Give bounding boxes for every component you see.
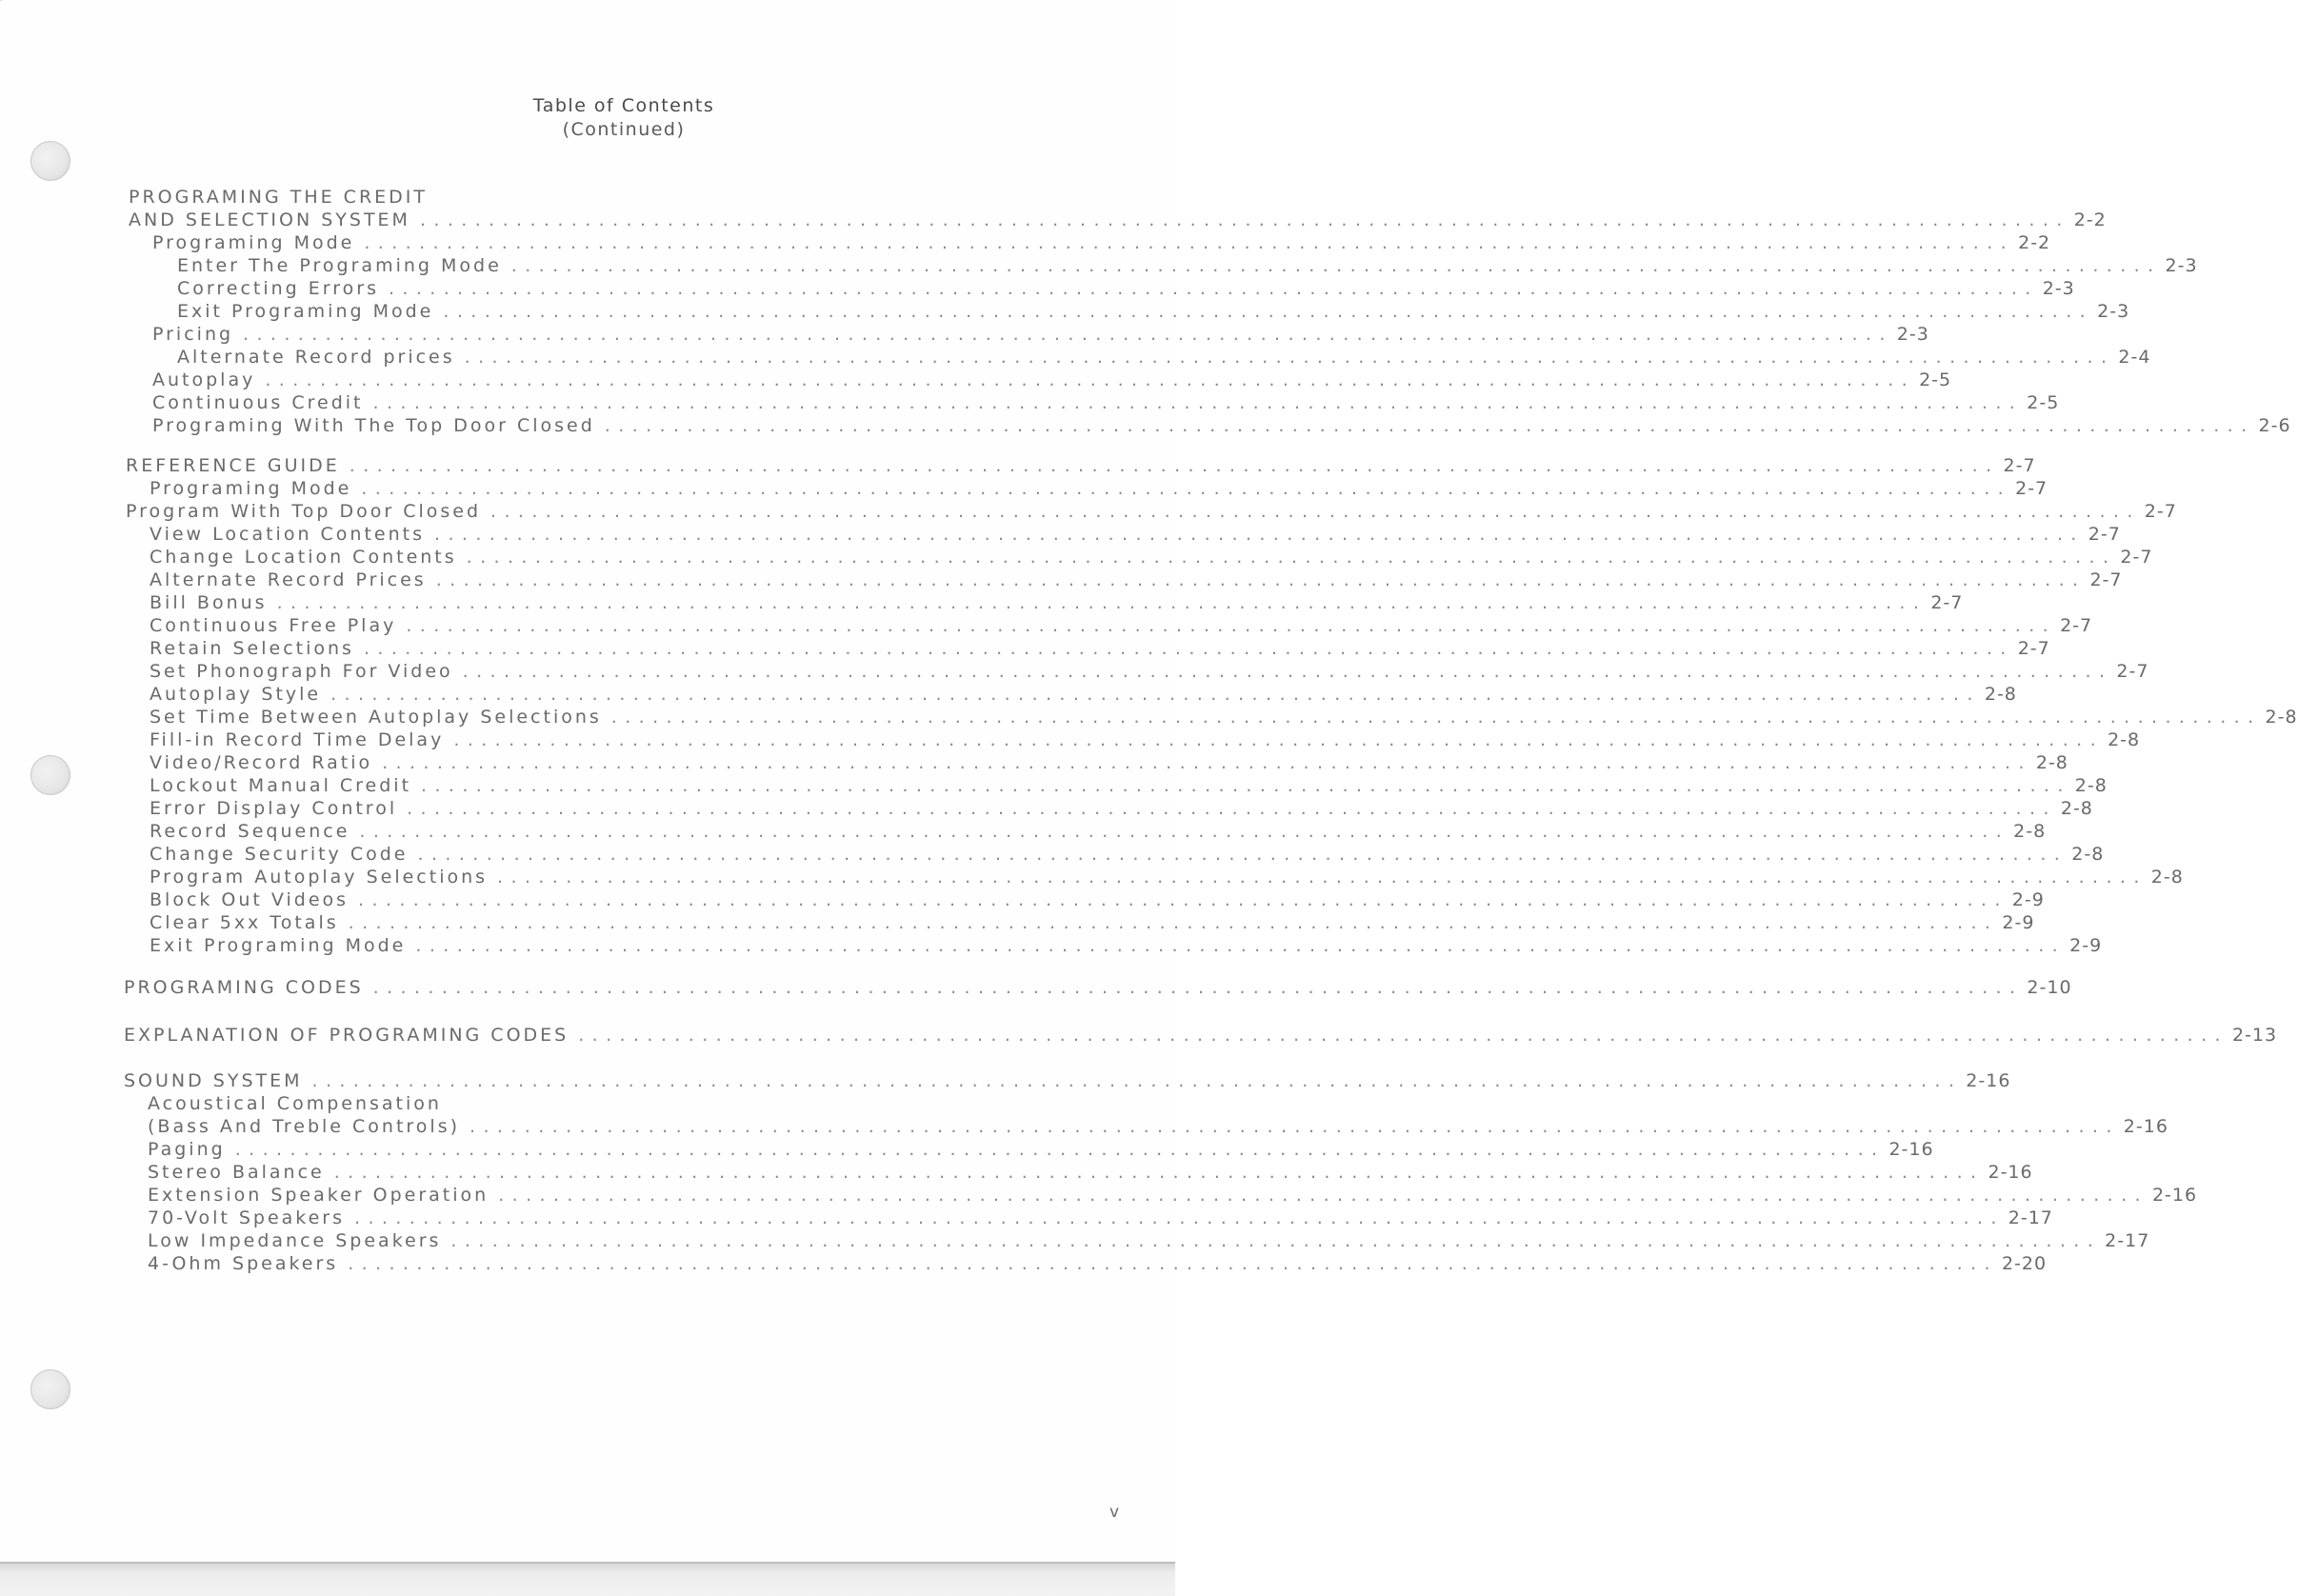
toc-entry-label: Programing Mode	[150, 478, 352, 499]
toc-entry	[129, 187, 1126, 209]
toc-entry	[152, 324, 1929, 347]
toc-entry	[150, 821, 2047, 844]
toc-entry	[150, 638, 2050, 661]
toc-entry-label: Fill-in Record Time Delay	[150, 729, 445, 750]
toc-entry-label: Correcting Errors	[177, 278, 379, 299]
page-number: v	[1109, 1503, 1120, 1522]
toc-entry	[150, 752, 2068, 775]
toc-entry-label: PROGRAMING CODES	[124, 977, 364, 998]
toc-entry	[124, 1025, 2278, 1047]
toc-entry	[150, 684, 2017, 707]
toc-entry-page: 2-7	[2144, 501, 2177, 522]
toc-dot-leader: ........................................................................................................................	[464, 347, 2115, 368]
toc-entry-page: 2-4	[2118, 347, 2151, 368]
toc-entry	[177, 347, 2151, 369]
toc-dot-leader: ........................................................................................................................	[364, 232, 2015, 253]
toc-entry-page: 2-3	[2097, 301, 2130, 322]
toc-entry-label: Stereo Balance	[148, 1162, 325, 1183]
toc-entry-page: 2-16	[2123, 1116, 2168, 1137]
toc-dot-leader: ........................................................................................................................	[354, 1207, 2005, 1228]
toc-dot-leader: ........................................................................................................................	[372, 392, 2024, 413]
toc-entry-page: 2-9	[2002, 912, 2035, 933]
toc-entry-page: 2-7	[2015, 478, 2048, 499]
toc-entry	[126, 501, 2177, 524]
toc-entry	[148, 1253, 2048, 1276]
toc-entry-label: Record Sequence	[150, 821, 350, 842]
toc-dot-leader: ........................................................................................................................	[610, 707, 2262, 728]
toc-entry-page: 2-8	[2071, 844, 2105, 865]
toc-entry-label: PROGRAMING THE CREDIT	[129, 187, 428, 208]
toc-entry-label: Alternate Record prices	[177, 347, 455, 368]
toc-dot-leader: ........................................................................................................................	[497, 867, 2148, 888]
toc-dot-leader: ........................................................................................................................	[490, 501, 2141, 522]
toc-dot-leader: ........................................................................................................................	[243, 324, 1893, 345]
toc-dot-leader: ........................................................................................................................	[363, 638, 2014, 659]
toc-entry	[177, 301, 2130, 324]
toc-entry-label: EXPLANATION OF PROGRAMING CODES	[124, 1025, 570, 1046]
toc-entry-page: 2-16	[2151, 1185, 2198, 1206]
toc-entry-page: 2-7	[2017, 638, 2050, 659]
toc-entry-page: 2-8	[2035, 752, 2068, 773]
toc-entry	[148, 1139, 1934, 1162]
corner-mark	[0, 0, 23, 9]
toc-entry	[150, 912, 2035, 935]
toc-dot-leader: ........................................................................................................................	[361, 478, 2012, 499]
toc-entry-label: Set Phonograph For Video	[150, 661, 453, 682]
toc-dot-leader: ........................................................................................................................	[265, 369, 1916, 390]
toc-dot-leader: ........................................................................................................................	[604, 415, 2255, 436]
toc-dot-leader: ........................................................................................................................	[419, 209, 2070, 230]
toc-entry	[148, 1230, 2150, 1253]
toc-entry	[150, 547, 2153, 569]
toc-entry	[150, 592, 1964, 615]
toc-entry	[150, 798, 2093, 821]
toc-dot-leader: ........................................................................................................................	[359, 821, 2010, 842]
toc-entry	[150, 844, 2105, 867]
toc-entry-page: 2-9	[2069, 935, 2103, 956]
toc-entry	[150, 615, 2093, 638]
toc-entry-page: 2-8	[1984, 684, 2017, 705]
toc-entry-page: 2-17	[2008, 1207, 2053, 1228]
toc-entry	[150, 707, 2298, 729]
toc-entry-label: Autoplay	[152, 369, 256, 390]
toc-entry-page: 2-6	[2258, 415, 2291, 436]
toc-dot-leader: ........................................................................................................................	[330, 684, 1981, 705]
punch-hole-top	[30, 141, 70, 181]
toc-dot-leader: ........................................................................................................................	[372, 977, 2024, 998]
toc-entry	[124, 977, 2072, 1000]
toc-dot-leader: ........................................................................................................................	[450, 1230, 2102, 1251]
toc-entry	[152, 232, 2051, 255]
toc-entry-label: Extension Speaker Operation	[148, 1185, 490, 1206]
toc-entry	[150, 935, 2103, 958]
toc-entry-label: Exit Programing Mode	[177, 301, 434, 322]
punch-hole-middle	[30, 755, 70, 795]
punch-hole-bottom	[30, 1369, 70, 1409]
toc-entry-page: 2-17	[2105, 1230, 2150, 1251]
toc-entry-page: 2-7	[1930, 592, 1964, 613]
toc-entry	[150, 524, 2121, 547]
toc-entry	[150, 478, 2048, 501]
toc-entry-label: Error Display Control	[150, 798, 398, 819]
toc-dot-leader: ........................................................................................................................	[415, 935, 2067, 956]
toc-entry-label: Enter The Programing Mode	[177, 255, 502, 276]
toc-entry-label: Clear 5xx Totals	[150, 912, 339, 933]
toc-entry-label: SOUND SYSTEM	[124, 1070, 303, 1091]
toc-entry	[148, 1116, 2168, 1139]
toc-entry	[148, 1185, 2198, 1207]
page-subtitle: (Continued)	[562, 119, 686, 140]
toc-entry-label: Continuous Free Play	[150, 615, 397, 636]
toc-entry-label: 4-Ohm Speakers	[148, 1253, 339, 1274]
toc-entry	[150, 729, 2141, 752]
toc-dot-leader: ........................................................................................................................	[578, 1025, 2228, 1046]
toc-dot-leader: ........................................................................................................................	[510, 255, 2162, 276]
toc-entry	[126, 455, 2036, 478]
toc-dot-leader: ........................................................................................................................	[443, 301, 2094, 322]
toc-entry-label: Low Impedance Speakers	[148, 1230, 442, 1251]
toc-dot-leader: ........................................................................................................................	[382, 752, 2032, 773]
toc-entry	[152, 415, 2291, 438]
toc-entry-label: Programing With The Top Door Closed	[152, 415, 595, 436]
toc-entry-page: 2-3	[1896, 324, 1929, 345]
toc-dot-leader: ........................................................................................................................	[498, 1185, 2148, 1206]
toc-entry	[148, 1162, 2033, 1185]
toc-dot-leader: ........................................................................................................................	[358, 889, 2008, 910]
toc-dot-leader: ........................................................................................................................	[466, 547, 2117, 568]
toc-entry-label: Continuous Credit	[152, 392, 364, 413]
toc-entry-label: Autoplay Style	[150, 684, 322, 705]
toc-entry	[150, 775, 2108, 798]
toc-entry-page: 2-8	[2013, 821, 2047, 842]
toc-entry-page: 2-7	[2003, 455, 2036, 476]
toc-dot-leader: ........................................................................................................................	[434, 524, 2085, 545]
toc-dot-leader: ........................................................................................................................	[348, 1253, 1998, 1274]
toc-dot-leader: ........................................................................................................................	[407, 798, 2057, 819]
toc-entry-page: 2-7	[2060, 615, 2093, 636]
toc-entry-page: 2-16	[1966, 1070, 2011, 1091]
toc-entry-page: 2-2	[2018, 232, 2051, 253]
toc-entry-label: 70-Volt Speakers	[148, 1207, 346, 1228]
toc-dot-leader: ........................................................................................................................	[417, 844, 2068, 865]
toc-dot-leader: ........................................................................................................................	[435, 569, 2087, 590]
toc-entry-label: AND SELECTION SYSTEM	[129, 209, 410, 230]
toc-entry-label: Program Autoplay Selections	[150, 867, 489, 888]
toc-entry-page: 2-3	[2042, 278, 2075, 299]
toc-entry-label: Pricing	[152, 324, 234, 345]
toc-dot-leader: ........................................................................................................................	[406, 615, 2057, 636]
toc-entry	[150, 569, 2123, 592]
toc-entry-label: Change Location Contents	[150, 547, 457, 568]
toc-entry-label: (Bass And Treble Controls)	[148, 1116, 461, 1137]
toc-dot-leader: ........................................................................................................................	[276, 592, 1928, 613]
toc-dot-leader: ........................................................................................................................	[349, 455, 2000, 476]
page-title: Table of Contents	[532, 95, 715, 116]
toc-entry-label: Video/Record Ratio	[150, 752, 373, 773]
toc-dot-leader: ........................................................................................................................	[311, 1070, 1963, 1091]
toc-entry-page: 2-7	[2116, 661, 2149, 682]
toc-entry-page: 2-8	[2060, 798, 2093, 819]
scan-bottom-edge	[0, 1562, 1175, 1596]
toc-entry-label: Exit Programing Mode	[150, 935, 407, 956]
toc-entry-label: REFERENCE GUIDE	[126, 455, 340, 476]
toc-entry-page: 2-7	[2088, 524, 2121, 545]
toc-entry-page: 2-16	[1988, 1162, 2033, 1183]
toc-entry-label: View Location Contents	[150, 524, 425, 545]
toc-dot-leader: ........................................................................................................................	[234, 1139, 1886, 1160]
toc-entry-page: 2-2	[2073, 209, 2107, 230]
toc-entry-label: Program With Top Door Closed	[126, 501, 482, 522]
toc-entry	[124, 1070, 2011, 1093]
toc-entry	[148, 1207, 2053, 1230]
toc-dot-leader: ........................................................................................................................	[348, 912, 1999, 933]
toc-entry-page: 2-13	[2231, 1025, 2278, 1046]
toc-entry-label: Block Out Videos	[150, 889, 350, 910]
toc-entry-page: 2-20	[2001, 1253, 2048, 1274]
toc-entry	[150, 661, 2149, 684]
toc-entry-page: 2-16	[1888, 1139, 1934, 1160]
toc-entry	[150, 867, 2184, 889]
toc-entry	[150, 889, 2045, 912]
toc-entry-label: Bill Bonus	[150, 592, 268, 613]
toc-entry-page: 2-7	[2120, 547, 2153, 568]
toc-entry-label: Retain Selections	[150, 638, 354, 659]
toc-entry	[177, 255, 2198, 278]
toc-entry-label: Acoustical Compensation	[148, 1093, 442, 1114]
toc-entry-label: Alternate Record Prices	[150, 569, 427, 590]
toc-entry-page: 2-8	[2265, 707, 2298, 728]
toc-entry-page: 2-8	[2150, 867, 2184, 888]
toc-dot-leader: ........................................................................................................................	[462, 661, 2113, 682]
toc-dot-leader: ........................................................................................................................	[333, 1162, 1985, 1183]
toc-entry-page: 2-5	[2027, 392, 2060, 413]
toc-entry-page: 2-8	[2074, 775, 2108, 796]
toc-entry	[152, 369, 1952, 392]
toc-dot-leader: ........................................................................................................................	[388, 278, 2039, 299]
toc-entry	[148, 1093, 1126, 1116]
toc-dot-leader: ........................................................................................................................	[421, 775, 2071, 796]
toc-entry-page: 2-8	[2108, 729, 2141, 750]
toc-entry-label: Paging	[148, 1139, 226, 1160]
toc-entry-page: 2-9	[2011, 889, 2045, 910]
toc-entry	[129, 209, 2107, 232]
toc-entry-page: 2-5	[1919, 369, 1952, 390]
toc-dot-leader: ........................................................................................................................	[470, 1116, 2120, 1137]
toc-entry-page: 2-10	[2027, 977, 2072, 998]
toc-entry-page: 2-3	[2165, 255, 2198, 276]
toc-entry-label: Lockout Manual Credit	[150, 775, 412, 796]
toc-entry	[177, 278, 2075, 301]
toc-entry-label: Programing Mode	[152, 232, 355, 253]
toc-entry	[152, 392, 2060, 415]
toc-entry-label: Set Time Between Autoplay Selections	[150, 707, 602, 728]
toc-entry-label: Change Security Code	[150, 844, 409, 865]
toc-entry-page: 2-7	[2089, 569, 2123, 590]
toc-dot-leader: ........................................................................................................................	[453, 729, 2105, 750]
